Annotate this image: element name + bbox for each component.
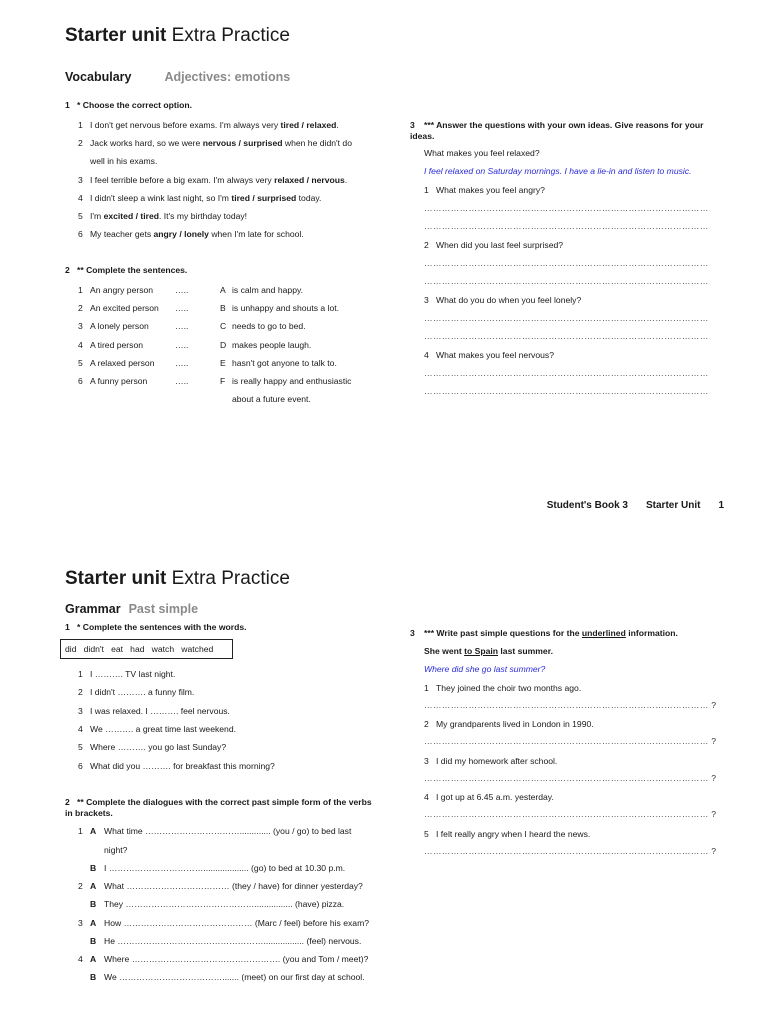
answer-line: …………………………………………………………………………………… ? — [424, 773, 717, 783]
item-number: 6 — [78, 376, 83, 386]
exercise-3-title — [410, 628, 678, 639]
item-options: tired / relaxed — [280, 120, 337, 130]
question-number: 1 — [424, 683, 429, 693]
question-number: 5 — [424, 829, 429, 839]
item-blank: ….. — [175, 340, 189, 350]
list-item — [78, 193, 321, 204]
speaker-label: B — [90, 863, 97, 873]
list-item — [78, 340, 143, 351]
list-item — [78, 120, 339, 131]
item-text: A tired person — [90, 340, 144, 350]
exercise-number: 2 — [65, 797, 70, 807]
instruction-pre: *** Write past simple questions for the — [424, 628, 582, 638]
item-number: 5 — [78, 211, 83, 221]
list-item — [78, 211, 247, 222]
match-option — [220, 340, 311, 351]
footer-book: Student's Book 3 — [546, 500, 628, 511]
section-label: Vocabulary — [65, 70, 132, 84]
question-number: 2 — [424, 719, 429, 729]
answer-line: …………………………………………………………………………………… — [424, 221, 709, 231]
item-text: I ………. TV last night. — [90, 669, 176, 679]
item-text-pre: I feel terrible before a big exam. I'm always very — [90, 175, 275, 185]
item-number: 3 — [78, 175, 83, 185]
answer-line: …………………………………………………………………………………… ? — [424, 846, 717, 856]
item-text: A relaxed person — [90, 358, 155, 368]
footer-page-number: 1 — [718, 500, 724, 511]
item-number: 2 — [78, 687, 83, 697]
answer-line: …………………………………………………………………………………… — [424, 313, 709, 323]
item-text: We ………. a great time last weekend. — [90, 724, 236, 734]
item-number: 4 — [78, 193, 83, 203]
question — [424, 295, 581, 306]
line-text: Where ……………………………………………. (you and Tom / meet)? — [104, 954, 369, 964]
question — [424, 719, 594, 730]
item-number: 1 — [78, 669, 83, 679]
dialogue-line — [78, 918, 369, 929]
section-label: Grammar — [65, 602, 121, 616]
answer-line: …………………………………………………………………………………… — [424, 386, 709, 396]
item-number: 2 — [78, 138, 83, 148]
item-number: 1 — [78, 285, 83, 295]
list-item — [78, 724, 236, 735]
list-item — [78, 229, 304, 240]
item-text: What did you ………. for breakfast this morning? — [90, 761, 275, 771]
exercise-1-title — [65, 100, 192, 111]
question — [424, 829, 590, 840]
item-text: I didn't ………. a funny film. — [90, 687, 195, 697]
option-letter: C — [220, 321, 227, 331]
item-text: An excited person — [90, 303, 159, 313]
question-number: 4 — [424, 350, 429, 360]
exercise-1-title — [65, 622, 247, 633]
line-text: night? — [104, 845, 128, 855]
option-text: is really happy and enthusiastic — [232, 376, 352, 386]
instruction-post: information. — [625, 628, 678, 638]
line-text: He ……………………………………………................. (feel) nervous. — [104, 936, 362, 946]
instruction-underlined: underlined — [581, 628, 626, 638]
question — [424, 185, 545, 196]
example-underlined: to Spain — [464, 646, 499, 656]
title-bold: Starter unit — [65, 568, 167, 589]
item-text-pre: I didn't sleep a wink last night, so I'm — [90, 193, 232, 203]
option-letter: F — [220, 376, 226, 386]
question-number: 4 — [424, 792, 429, 802]
exercise-instruction: ** Complete the dialogues with the correct past simple form of the verbs in brackets. — [65, 797, 372, 818]
list-item — [78, 138, 352, 149]
item-text-pre: I don't get nervous before exams. I'm always very — [90, 120, 281, 130]
item-text-post: when I'm late for school. — [208, 229, 304, 239]
line-number: 2 — [78, 881, 83, 891]
question-text: What makes you feel nervous? — [436, 350, 554, 360]
answer-line: …………………………………………………………………………………… — [424, 276, 709, 286]
dialogue-line — [78, 845, 127, 856]
list-item — [78, 175, 347, 186]
line-number: 3 — [78, 918, 83, 928]
answer-line: …………………………………………………………………………………… ? — [424, 700, 717, 710]
item-text: A funny person — [90, 376, 148, 386]
answer-line: …………………………………………………………………………………… ? — [424, 809, 717, 819]
match-option — [220, 394, 311, 405]
exercise-instruction: ** Complete the sentences. — [77, 265, 188, 275]
speaker-label: B — [90, 972, 97, 982]
question-number: 1 — [424, 185, 429, 195]
dialogue-line — [78, 936, 361, 947]
option-letter: B — [220, 303, 226, 313]
section-heading — [65, 602, 198, 616]
dialogue-line — [78, 863, 345, 874]
item-text-pre: Jack works hard, so we were — [90, 138, 203, 148]
page-title — [65, 568, 290, 590]
list-item — [78, 687, 194, 698]
exercise-number: 2 — [65, 265, 70, 275]
list-item — [78, 358, 155, 369]
example-statement — [424, 646, 553, 657]
item-text: A lonely person — [90, 321, 149, 331]
example-question: What makes you feel relaxed? — [424, 148, 540, 158]
question-text: They joined the choir two months ago. — [436, 683, 582, 693]
match-option — [220, 358, 337, 369]
question-text: I felt really angry when I heard the news. — [436, 829, 591, 839]
option-text: needs to go to bed. — [232, 321, 306, 331]
list-item — [78, 321, 149, 332]
item-text-pre: I'm — [90, 211, 104, 221]
item-text-pre: My teacher gets — [90, 229, 154, 239]
option-text: makes people laugh. — [232, 340, 312, 350]
question-text: I got up at 6.45 a.m. yesterday. — [436, 792, 554, 802]
item-blank: ….. — [175, 285, 189, 295]
exercise-3-title — [410, 120, 730, 141]
item-text: An angry person — [90, 285, 154, 295]
line-text: What ……………………………… (they / have) for dinner yesterday? — [104, 881, 363, 891]
dialogue-line — [78, 881, 363, 892]
line-text: What time ……………………………............. (you / go) to bed last — [104, 826, 352, 836]
item-text: I was relaxed. I ………. feel nervous. — [90, 706, 230, 716]
example-answer: I feel relaxed on Saturday mornings. I have a lie-in and listen to music. — [424, 166, 692, 176]
item-blank: ….. — [175, 358, 189, 368]
exercise-number: 1 — [65, 622, 70, 632]
item-text-post: . — [344, 175, 348, 185]
question-text: I did my homework after school. — [436, 756, 558, 766]
question — [424, 683, 581, 694]
item-blank: ….. — [175, 376, 189, 386]
section-sublabel: Adjectives: emotions — [164, 70, 291, 84]
question — [424, 240, 563, 251]
item-number: 1 — [78, 120, 83, 130]
item-options: excited / tired — [103, 211, 159, 221]
item-options: tired / surprised — [231, 193, 297, 203]
item-text: Where ………. you go last Sunday? — [90, 742, 227, 752]
option-letter: D — [220, 340, 227, 350]
answer-line: …………………………………………………………………………………… — [424, 331, 709, 341]
question-text: What do you do when you feel lonely? — [436, 295, 582, 305]
option-letter: E — [220, 358, 226, 368]
line-text: We ………………………………....... (meet) on our first day at school. — [104, 972, 365, 982]
speaker-label: B — [90, 936, 97, 946]
dialogue-line — [78, 972, 365, 983]
item-text-post: . It's my birthday today! — [158, 211, 248, 221]
match-option — [220, 285, 303, 296]
example-pre: She went — [424, 646, 465, 656]
exercise-2-title — [65, 797, 375, 818]
item-number: 4 — [78, 340, 83, 350]
item-number: 4 — [78, 724, 83, 734]
item-number: 3 — [78, 321, 83, 331]
item-number: 6 — [78, 761, 83, 771]
answer-line: …………………………………………………………………………………… — [424, 258, 709, 268]
line-text: How ……………………………………… (Marc / feel) before his exam? — [104, 918, 370, 928]
answer-line: …………………………………………………………………………………… ? — [424, 736, 717, 746]
exercise-2-title — [65, 265, 187, 276]
title-rest: Extra Practice — [166, 25, 290, 46]
question-text: My grandparents lived in London in 1990. — [436, 719, 594, 729]
line-text: I ……………………………................... (go) to bed at 10.30 p.m. — [104, 863, 346, 873]
word-box: did didn't eat had watch watched — [60, 639, 233, 659]
item-number: 2 — [78, 303, 83, 313]
section-sublabel: Past simple — [128, 602, 199, 616]
line-number: 1 — [78, 826, 83, 836]
item-number: 3 — [78, 706, 83, 716]
list-item — [78, 156, 157, 167]
exercise-instruction: * Complete the sentences with the words. — [77, 622, 247, 632]
exercise-number: 1 — [65, 100, 70, 110]
item-text-post: when he didn't do — [282, 138, 352, 148]
list-item — [78, 706, 230, 717]
item-blank: ….. — [175, 303, 189, 313]
dialogue-line — [78, 826, 351, 837]
option-text: is calm and happy. — [232, 285, 304, 295]
list-item — [78, 669, 175, 680]
question-text: What makes you feel angry? — [436, 185, 545, 195]
item-text-post: . — [336, 120, 339, 130]
footer-unit: Starter Unit — [645, 500, 701, 511]
question — [424, 756, 557, 767]
match-option — [220, 303, 339, 314]
answer-line: …………………………………………………………………………………… — [424, 203, 709, 213]
example-answer: Where did she go last summer? — [424, 664, 546, 674]
item-blank: ….. — [175, 321, 189, 331]
title-bold: Starter unit — [65, 25, 167, 46]
item-options: angry / lonely — [153, 229, 209, 239]
item-text-post: today. — [296, 193, 322, 203]
dialogue-line — [78, 899, 344, 910]
speaker-label: A — [90, 918, 97, 928]
exercise-instruction: * Choose the correct option. — [77, 100, 193, 110]
speaker-label: B — [90, 899, 97, 909]
option-letter: A — [220, 285, 226, 295]
list-item — [78, 742, 226, 753]
speaker-label: A — [90, 954, 97, 964]
question — [424, 792, 554, 803]
option-text: hasn't got anyone to talk to. — [232, 358, 337, 368]
list-item — [78, 303, 159, 314]
list-item — [78, 285, 153, 296]
line-text: They ………………………………………................ (have) pizza. — [104, 899, 345, 909]
list-item — [78, 761, 275, 772]
match-option — [220, 376, 351, 387]
question — [424, 350, 554, 361]
item-number: 5 — [78, 742, 83, 752]
question-text: When did you last feel surprised? — [436, 240, 564, 250]
page-title — [65, 25, 290, 47]
title-rest: Extra Practice — [166, 568, 290, 589]
exercise-number: 3 — [410, 628, 415, 638]
exercise-instruction: *** Answer the questions with your own ideas. Give reasons for your ideas. — [410, 120, 704, 141]
page-footer — [529, 500, 724, 511]
question-number: 3 — [424, 295, 429, 305]
dialogue-line — [78, 954, 368, 965]
answer-line: …………………………………………………………………………………… — [424, 368, 709, 378]
item-number: 5 — [78, 358, 83, 368]
speaker-label: A — [90, 881, 97, 891]
item-options: relaxed / nervous — [274, 175, 345, 185]
line-number: 4 — [78, 954, 83, 964]
example-post: last summer. — [498, 646, 553, 656]
exercise-number: 3 — [410, 120, 415, 130]
list-item — [78, 376, 147, 387]
item-options: nervous / surprised — [202, 138, 283, 148]
option-text: about a future event. — [232, 394, 311, 404]
speaker-label: A — [90, 826, 97, 836]
section-heading — [65, 70, 290, 84]
option-text: is unhappy and shouts a lot. — [232, 303, 340, 313]
item-text-pre: well in his exams. — [90, 156, 158, 166]
question-number: 3 — [424, 756, 429, 766]
match-option — [220, 321, 306, 332]
question-number: 2 — [424, 240, 429, 250]
item-number: 6 — [78, 229, 83, 239]
